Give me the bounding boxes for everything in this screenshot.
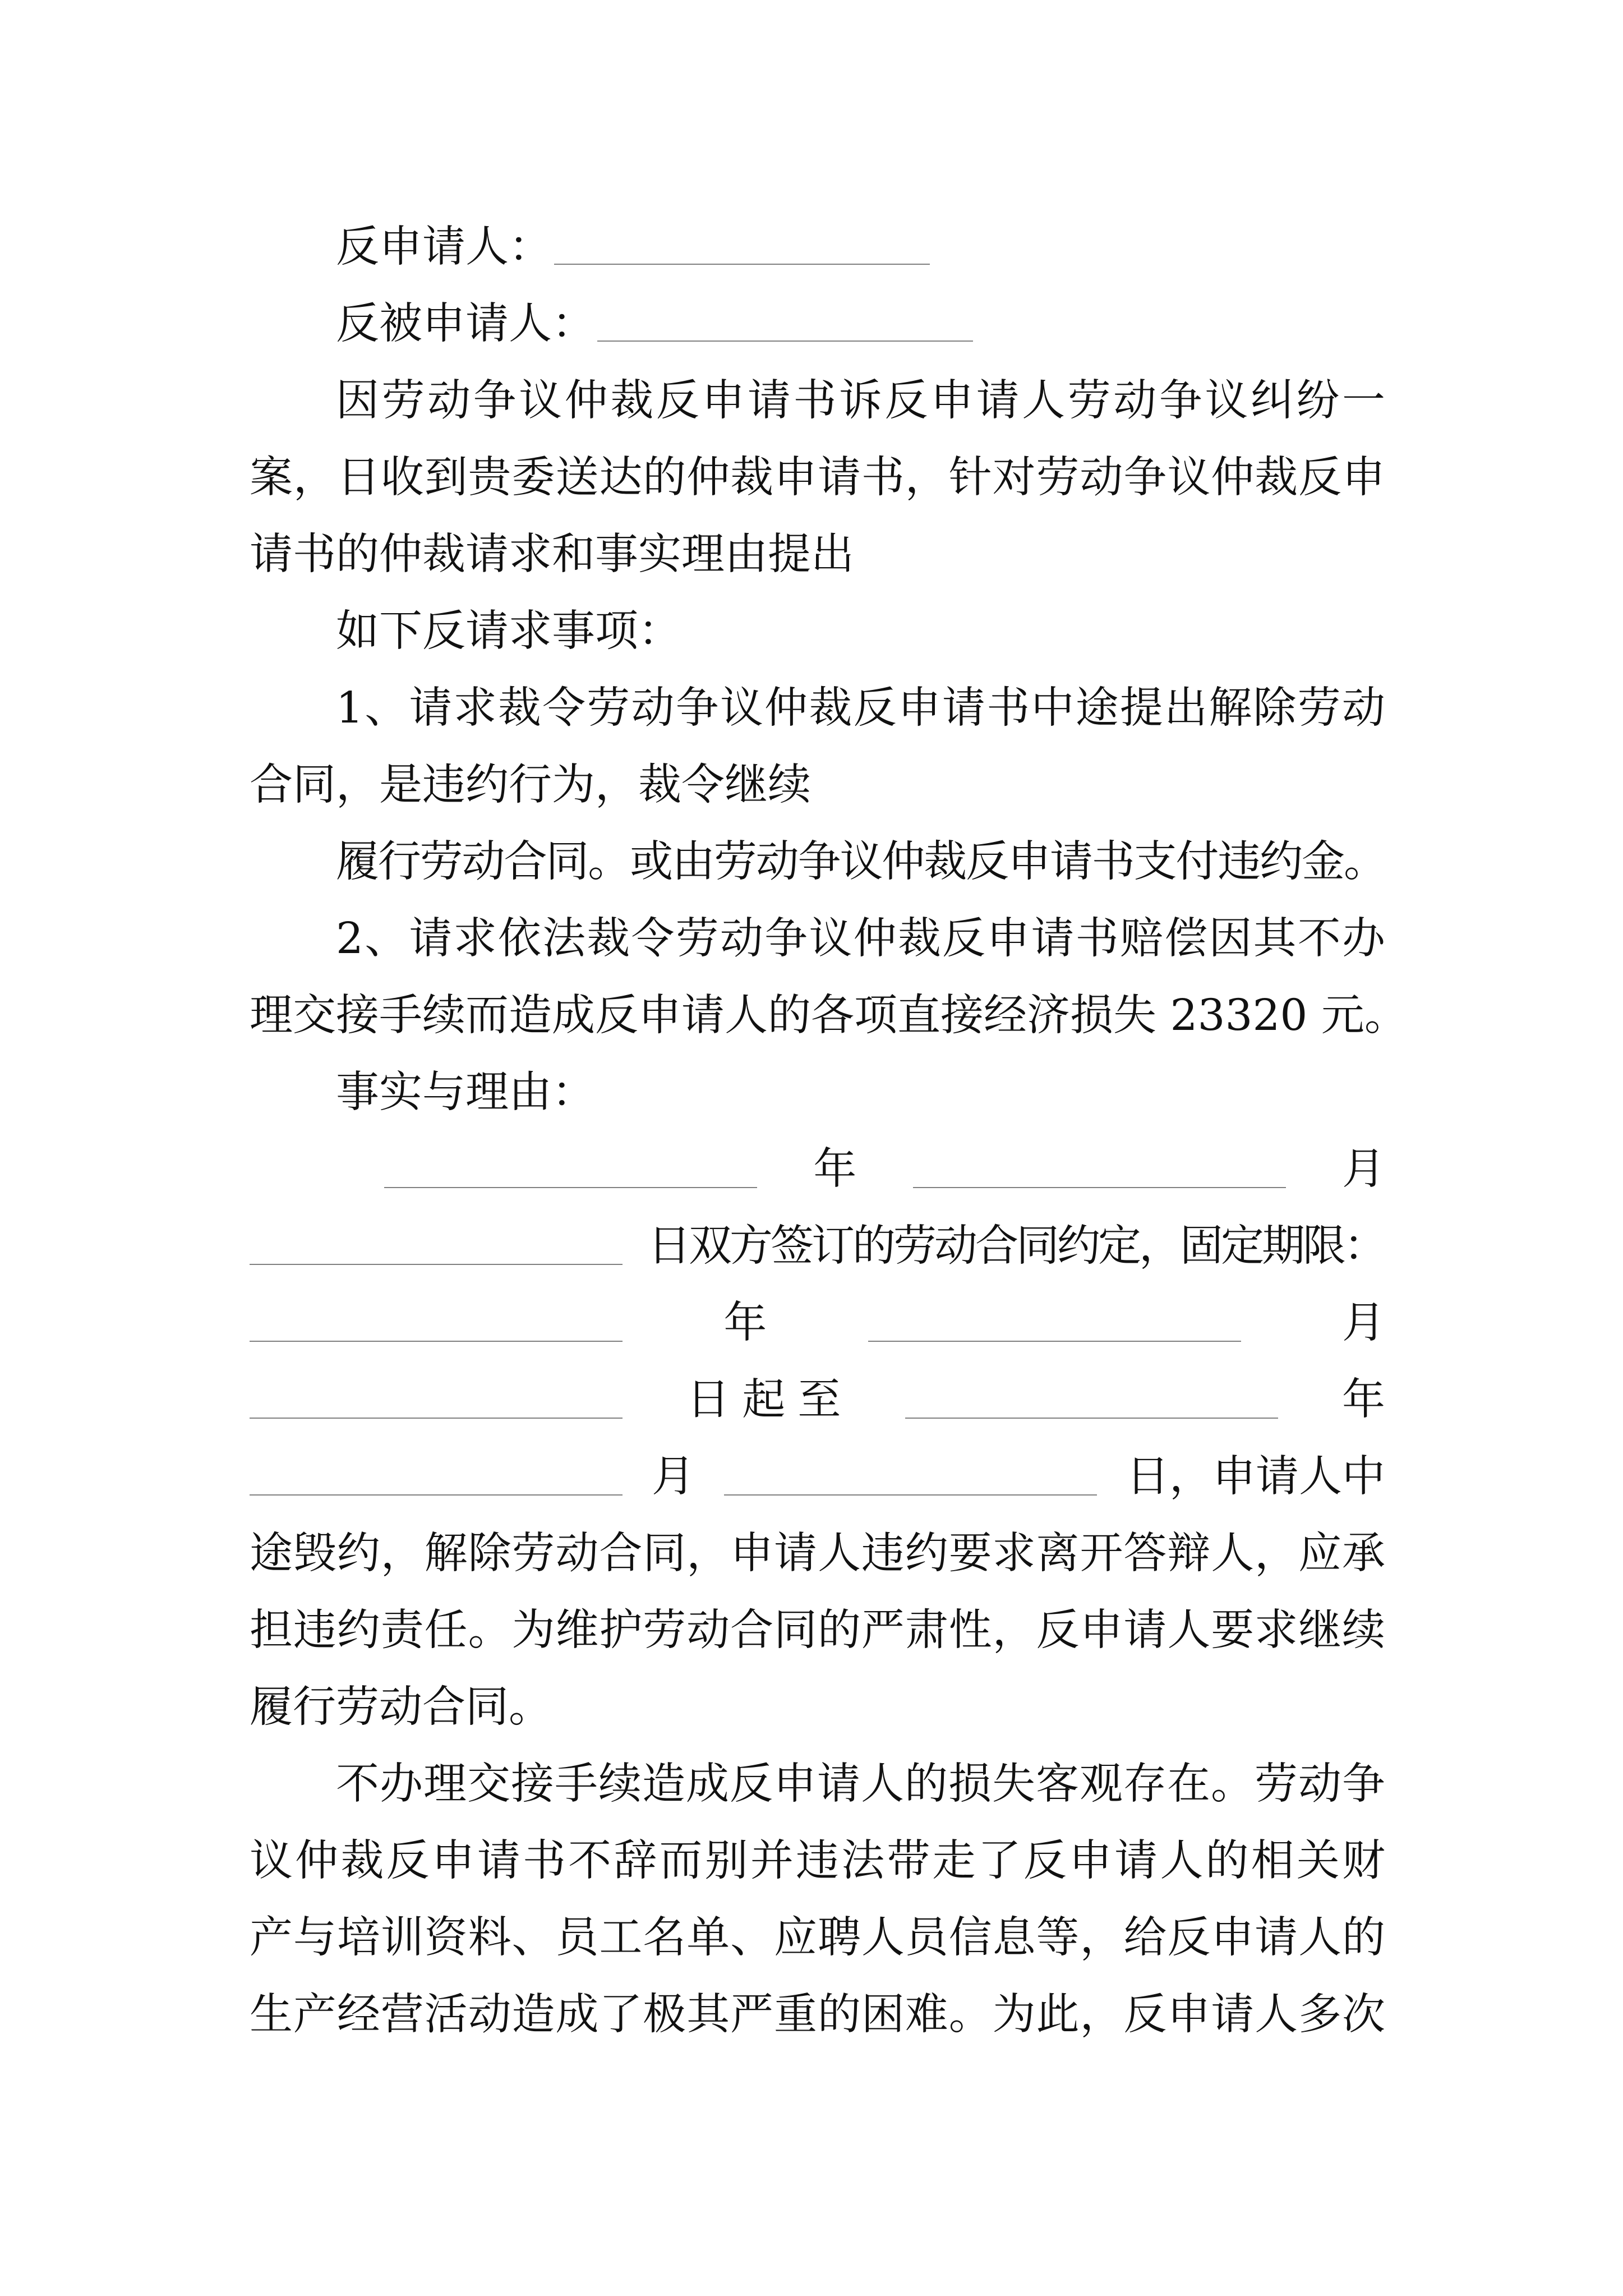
signed-year-blank [384, 1151, 757, 1188]
intro-line: 请书的仲裁请求和事实理由提出 [250, 530, 854, 579]
counter-applicant-blank [554, 228, 930, 265]
facts-line: 担违约责任。为维护劳动合同的严肃性，反申请人要求继续 [250, 1605, 1385, 1655]
loss-line: 议仲裁反申请书不辞而别并违法带走了反申请人的相关财 [250, 1836, 1385, 1886]
year-label: 年 [1341, 1375, 1385, 1425]
end-month-blank [250, 1458, 623, 1496]
claim-1-line: 1、请求裁令劳动争议仲裁反申请书中途提出解除劳动 [336, 683, 1385, 733]
counter-applicant-label: 反申请人： [336, 222, 552, 272]
signed-day-blank [250, 1228, 623, 1265]
facts-heading: 事实与理由： [336, 1068, 595, 1117]
month-label: 月 [1341, 1144, 1385, 1194]
document-body [250, 209, 1408, 2053]
counter-respondent-field [250, 286, 1385, 362]
start-year-blank [250, 1305, 623, 1342]
claim-2-line: 理交接手续而造成反申请人的各项直接经济损失 23320 元。 [250, 991, 1408, 1041]
facts-line: 途毁约，解除劳动合同，申请人违约要求离开答辩人，应承 [250, 1529, 1385, 1579]
year-label: 年 [813, 1144, 857, 1194]
facts-line: 履行劳动合同。 [250, 1682, 552, 1732]
end-year-blank [905, 1382, 1278, 1419]
start-month-blank [868, 1305, 1241, 1342]
loss-line: 生产经营活动造成了极其严重的困难。为此，反申请人多次 [250, 1990, 1385, 2040]
contract-date-row [250, 1208, 1385, 1285]
claims-heading: 如下反请求事项： [336, 606, 681, 656]
contract-date-row [250, 1361, 1385, 1438]
loss-line: 不办理交接手续造成反申请人的损失客观存在。劳动争 [336, 1759, 1385, 1809]
year-label: 年 [723, 1298, 767, 1348]
signed-month-blank [913, 1151, 1286, 1188]
start-day-blank [250, 1382, 623, 1419]
contract-date-row [250, 1285, 1385, 1361]
counter-applicant-field [250, 209, 1385, 286]
contract-date-row [250, 1438, 1385, 1515]
intro-line: 案，日收到贵委送达的仲裁申请书，针对劳动争议仲裁反申 [250, 453, 1385, 503]
from-to-label: 日起至 [686, 1375, 854, 1425]
intro-line: 因劳动争议仲裁反申请书诉反申请人劳动争议纠纷一 [336, 376, 1385, 426]
month-label: 月 [652, 1452, 695, 1502]
contract-date-row [250, 1131, 1385, 1208]
claim-2-line: 2、请求依法裁令劳动争议仲裁反申请书赔偿因其不办 [336, 914, 1385, 964]
claim-1-line: 合同，是违约行为，裁令继续 [250, 760, 811, 810]
end-day-blank [724, 1458, 1097, 1496]
month-label: 月 [1341, 1298, 1385, 1348]
claim-1-continuation: 履行劳动合同。或由劳动争议仲裁反申请书支付违约金。 [336, 837, 1385, 887]
counter-respondent-blank [597, 305, 973, 342]
contract-sign-text: 日双方签订的劳动合同约定，固定期限： [648, 1221, 1385, 1271]
counter-respondent-label: 反被申请人： [336, 299, 595, 349]
contract-tail-text: 日，申请人中 [1126, 1452, 1385, 1502]
loss-line: 产与培训资料、员工名单、应聘人员信息等，给反申请人的 [250, 1913, 1385, 1963]
